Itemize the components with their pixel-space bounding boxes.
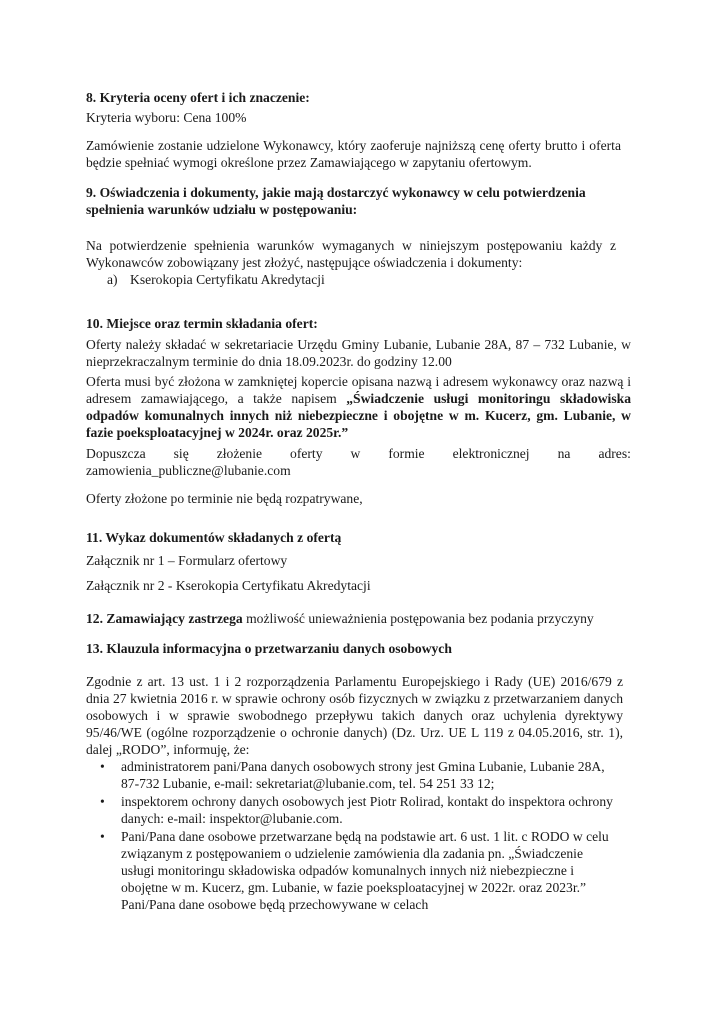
section-9-heading: 9. Oświadczenia i dokumenty, jakie mają dostarczyć wykonawcy w celu potwierdzenia spełnienia warunków udziału w postępowaniu: <box>86 185 586 217</box>
section-10-heading: 10. Miejsce oraz termin składania ofert: <box>86 316 318 331</box>
section-9-item-a-marker: a) <box>107 272 118 287</box>
section-10-email: zamowienia_publiczne@lubanie.com <box>86 463 291 478</box>
section-10-paragraph-4: Oferty złożone po terminie nie będą rozpatrywane, <box>86 491 363 506</box>
section-12-line <box>86 610 631 627</box>
section-11-attachment-1: Załącznik nr 1 – Formularz ofertowy <box>86 553 288 568</box>
bullet-marker: • <box>100 829 105 844</box>
word: oferty <box>290 446 323 461</box>
section-12-text: możliwość unieważnienia postępowania bez podania przyczyny <box>242 611 594 626</box>
bullet-marker: • <box>100 794 105 809</box>
section-8-heading: 8. Kryteria oceny ofert i ich znaczenie: <box>86 90 310 105</box>
section-8-criteria: Kryteria wyboru: Cena 100% <box>86 110 247 125</box>
section-12-heading: 12. Zamawiający zastrzega <box>86 611 243 626</box>
section-11-heading: 11. Wykaz dokumentów składanych z ofertą <box>86 530 342 545</box>
section-8-paragraph: Zamówienie zostanie udzielone Wykonawcy, który zaoferuje najniższą cenę oferty brutto i oferta będzie spełniać wymogi określone przez Zamawiającego w zapytaniu ofertowym. <box>86 138 621 170</box>
word: w <box>350 446 361 461</box>
word: formie <box>388 446 425 461</box>
word: adres: <box>598 446 631 461</box>
section-10-paragraph-3-line <box>86 445 631 462</box>
section-13-paragraph: Zgodnie z art. 13 ust. 1 i 2 rozporządzenia Parlamentu Europejskiego i Rady (UE) 2016/679 z dnia 27 kwietnia 2016 r. w sprawie ochrony osób fizycznych w związku z przetwarzaniem danych osobowych i w sprawie swobodnego przepływu takich danych oraz uchylenia dyrektywy 95/46/WE (ogólne rozporządzenie o ochronie danych) (Dz. Urz. UE L 119 z 04.05.2016, str. 1), dalej „RODO”, informuję, że: <box>86 674 623 757</box>
word: się <box>173 446 189 461</box>
word: Dopuszcza <box>86 446 146 461</box>
word: elektronicznej <box>452 446 530 461</box>
section-13-bullet-1: administratorem pani/Pana danych osobowych strony jest Gmina Lubanie, Lubanie 28A, 87-732 Lubanie, e-mail: sekretariat@lubanie.com, tel. 54 251 33 12; <box>121 759 605 791</box>
section-10-paragraph-3 <box>86 445 631 479</box>
section-10-paragraph-2-bold: „Świadczenie usługi monitoringu składowiska odpadów komunalnych innych niż niebezpieczne i obojętne w m. Kucerz, gm. Lubanie, w fazie poeksploatacyjnej w 2024r. oraz 2025r.” <box>86 391 631 440</box>
section-13-bullet-3: Pani/Pana dane osobowe przetwarzane będą na podstawie art. 6 ust. 1 lit. c RODO w celu związanym z postępowaniem o udzielenie zamówienia dla zadania pn. „Świadczenie usługi monitoringu składowiska odpadów komunalnych innych niż niebezpieczne i obojętne w m. Kucerz, gm. Lubanie, w fazie poeksploatacyjnej w 2022r. oraz 2023r.” Pani/Pana dane osobowe będą przechowywane w celach <box>121 829 609 912</box>
section-9-item-a-text: Kserokopia Certyfikatu Akredytacji <box>130 272 325 287</box>
section-9-paragraph: Na potwierdzenie spełnienia warunków wymaganych w niniejszym postępowaniu każdy z Wykonawców zobowiązany jest złożyć, następujące oświadczenia i dokumenty: <box>86 238 616 270</box>
section-13-bullet-2: inspektorem ochrony danych osobowych jest Piotr Rolirad, kontakt do inspektora ochrony danych: e-mail: inspektor@lubanie.com. <box>121 794 613 826</box>
section-13-heading: 13. Klauzula informacyjna o przetwarzaniu danych osobowych <box>86 641 452 656</box>
bullet-marker: • <box>100 759 105 774</box>
section-10-paragraph-2 <box>86 373 631 441</box>
section-10-paragraph-2-text: Oferta musi być złożona w zamkniętej kopercie opisana nazwą i adresem wykonawcy oraz nazwą i adresem zamawiającego, a także napisem <box>86 374 631 406</box>
section-10-paragraph-1: Oferty należy składać w sekretariacie Urzędu Gminy Lubanie, Lubanie 28A, 87 – 732 Lubanie, w nieprzekraczalnym terminie do dnia 18.09.2023r. do godziny 12.00 <box>86 337 631 369</box>
word: złożenie <box>216 446 263 461</box>
word: na <box>557 446 571 461</box>
section-11-attachment-2: Załącznik nr 2 - Kserokopia Certyfikatu Akredytacji <box>86 578 371 593</box>
